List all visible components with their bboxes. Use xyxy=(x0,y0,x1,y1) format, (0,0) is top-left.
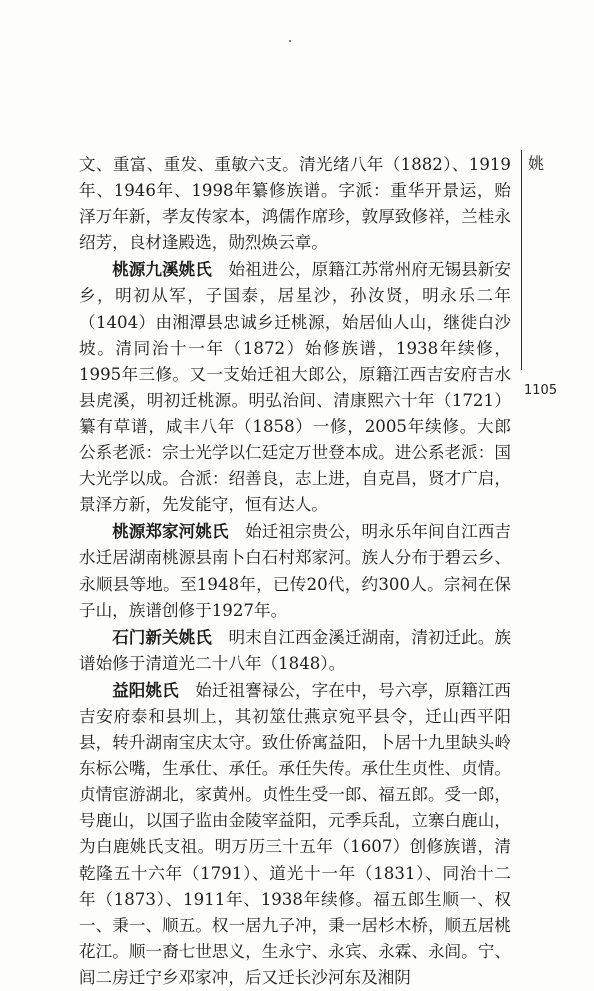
clan-heading: 桃源九溪姚氏 xyxy=(112,259,212,280)
entry-paragraph xyxy=(79,256,511,518)
article-body xyxy=(79,152,511,991)
entry-paragraph xyxy=(79,624,511,677)
entry-paragraph xyxy=(79,677,511,991)
entry-paragraph xyxy=(79,152,511,256)
entry-text: 始迁祖宗贵公，明永乐年间自江西吉水迁居湖南桃源县南卜白石村郑家河。族人分布于碧云乡、永顺县等地。至1948年，已传20代，约300人。宗祠在保子山，族谱创修于1927年。 xyxy=(79,522,512,620)
page-number: 1105 xyxy=(524,383,558,398)
entry-text: 始迁祖謇禄公，字在中，号六亭，原籍江西吉安府泰和县圳上，其初筮仕燕京宛平县令，迁山西平阳县，转升湖南宝庆太守。致仕侨寓益阳，卜居十九里缺头岭东标公嘴，生承仕、承任。承任失传。承仕生贞性、贞情。贞情宦游湖北，家黄州。贞性生受一郎、福五郎。受一郎，号鹿山，以国子监由金陵宰益阳，元季兵乱，立寨白鹿山，为白鹿姚氏支祖。明万历三十五年（1607）创修族谱，清乾隆五十六年（1791）、道光十一年（1831）、同治十二年（1873）、1911年、1938年续修。福五郎生顺一、权一、秉一、顺五。权一居九子冲，秉一居杉木桥，顺五居桃花江。顺一裔七世思义，生永宁、永宾、永霖、永闾。宁、闾二房迁宁乡邓家冲，后又迁长沙河东及湘阴 xyxy=(79,680,512,987)
entry-text: 文、重富、重发、重敏六支。清光绪八年（1882）、1919年、1946年、1998年纂修族谱。字派：重华开景运，贻泽万年新，孝友传家本，鸿儒作席珍，敦厚致修祥，兰桂永绍芳，良材逢殿选，勋烈焕云章。 xyxy=(79,155,511,253)
entry-text: 始祖进公，原籍江苏常州府无锡县新安乡，明初从军，子国泰，居星沙，孙汝贤，明永乐二年（1404）由湘潭县忠诚乡迁桃源，始居仙人山，继徙白沙坡。清同治十一年（1872）始修族谱，1938年续修，1995年三修。又一支始迁祖大郎公，原籍江西吉安府吉水县虎溪，明初迁桃源。明弘治间、清康熙六十年（1721）纂有草谱，咸丰八年（1858）一修，2005年续修。大郎公系老派：宗士光学以仁廷定万世登本成。进公系老派：国大光学以成。合派：绍善良，志上进，自克昌，贤才广启，景泽方新，先发能守，恒有达人。 xyxy=(79,260,512,515)
entry-paragraph xyxy=(79,518,511,623)
entry-text: 明末自江西金溪迁湖南，清初迁此。族谱始修于清道光二十八年（1848）。 xyxy=(79,627,512,673)
thumb-index-rule xyxy=(521,150,522,370)
scan-speck xyxy=(289,40,291,42)
clan-heading: 益阳姚氏 xyxy=(112,679,179,700)
clan-heading: 桃源郑家河姚氏 xyxy=(112,521,229,542)
thumb-index-label: 姚 xyxy=(528,154,545,173)
clan-heading: 石门新关姚氏 xyxy=(112,626,212,647)
